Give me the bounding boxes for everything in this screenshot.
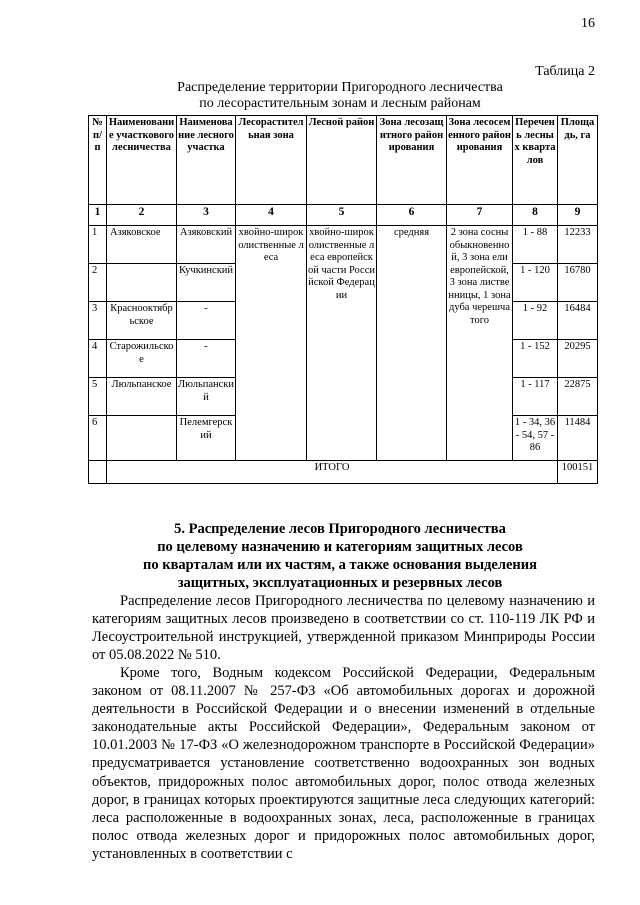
section-title-line: 5. Распределение лесов Пригородного лесничества	[174, 521, 506, 537]
table-row	[89, 226, 598, 264]
row-number: 5	[89, 378, 107, 416]
total-label: ИТОГО	[107, 461, 558, 484]
col-number: 7	[447, 205, 513, 226]
section-title-line: по целевому назначению и категориям защитных лесов	[157, 539, 523, 555]
header-cell: Наименование участкового лесничества	[107, 116, 177, 205]
forestry-name: Люльпанское	[107, 378, 177, 416]
forest-zones-table	[88, 115, 598, 484]
row-number: 3	[89, 302, 107, 340]
col-number: 6	[377, 205, 447, 226]
area-cell: 11484	[558, 416, 598, 461]
total-value: 100151	[558, 461, 598, 484]
section-title	[0, 520, 640, 592]
row-number: 2	[89, 264, 107, 302]
header-cell: Площадь, га	[558, 116, 598, 205]
plot-name: Кучкинский	[177, 264, 236, 302]
table-caption-line2: по лесорастительным зонам и лесным районам	[199, 96, 481, 111]
header-cell: Лесорастительная зона	[236, 116, 307, 205]
plot-name: Люльпанский	[177, 378, 236, 416]
veg-zone-cell: хвойно-широколиственные леса	[236, 226, 307, 461]
col-number: 1	[89, 205, 107, 226]
area-cell: 16780	[558, 264, 598, 302]
plot-name: Азяковский	[177, 226, 236, 264]
section-title-line: по кварталам или их частям, а также основания выделения	[143, 557, 537, 573]
forestry-name: Азяковское	[107, 226, 177, 264]
col-number: 2	[107, 205, 177, 226]
area-cell: 22875	[558, 378, 598, 416]
quarters-cell: 1 - 152	[513, 340, 558, 378]
quarters-cell: 1 - 92	[513, 302, 558, 340]
forest-region-cell: хвойно-широколиственные леса европейской части Российской Федерации	[307, 226, 377, 461]
area-cell: 12233	[558, 226, 598, 264]
row-number: 6	[89, 416, 107, 461]
header-cell: Лесной район	[307, 116, 377, 205]
row-number: 4	[89, 340, 107, 378]
protect-zone-cell: средняя	[377, 226, 447, 461]
table-header-row	[89, 116, 598, 205]
col-number: 4	[236, 205, 307, 226]
header-cell: Перечень лесных кварталов	[513, 116, 558, 205]
row-number: 1	[89, 226, 107, 264]
seed-zone-cell: 2 зона сосны обыкновенной, 3 зона ели европейской, 3 зона лиственницы, 1 зона дуба черешчатого	[447, 226, 513, 461]
section-title-line: защитных, эксплуатационных и резервных лесов	[177, 575, 503, 591]
total-blank-cell	[89, 461, 107, 484]
quarters-cell: 1 - 117	[513, 378, 558, 416]
col-number: 5	[307, 205, 377, 226]
quarters-cell: 1 - 34, 36 - 54, 57 - 86	[513, 416, 558, 461]
column-number-row	[89, 205, 598, 226]
col-number: 3	[177, 205, 236, 226]
forestry-name	[107, 416, 177, 461]
table-label: Таблица 2	[535, 64, 595, 79]
plot-name: -	[177, 302, 236, 340]
quarters-cell: 1 - 120	[513, 264, 558, 302]
forestry-name: Старожильское	[107, 340, 177, 378]
col-number: 8	[513, 205, 558, 226]
forestry-name	[107, 264, 177, 302]
quarters-cell: 1 - 88	[513, 226, 558, 264]
header-cell: № п/п	[89, 116, 107, 205]
area-cell: 16484	[558, 302, 598, 340]
plot-name: -	[177, 340, 236, 378]
paragraph-1: Распределение лесов Пригородного лесничества по целевому назначению и категориям защитных лесов произведено в соответствии со ст. 110-119 ЛК РФ и Лесоустроительной инструкцией, утвержденной приказом Минприроды России от 05.08.2022 № 510.	[92, 593, 595, 664]
total-row	[89, 461, 598, 484]
header-cell: Зона лесосеменного районирования	[447, 116, 513, 205]
plot-name: Пелемгерский	[177, 416, 236, 461]
area-cell: 20295	[558, 340, 598, 378]
header-cell: Зона лесозащитного районирования	[377, 116, 447, 205]
paragraph-2: Кроме того, Водным кодексом Российской Федерации, Федеральным законом от 08.11.2007 № 257-ФЗ «Об автомобильных дорогах и дорожной деятельности в Российской Федерации и о внесении изменений в отдельные законодательные акты Российской Федерации», Федеральным законом от 10.01.2003 № 17-ФЗ «О железнодорожном транспорте в Российской Федерации» предусматривается установление соответственно водоохранных зон водных объектов, придорожных полос автомобильных дорог, полос отвода железных дорог, в границах которых проектируются защитные леса следующих категорий: леса расположенные в водоохранных зонах, леса, расположенные в границах полос отвода железных дорог и придорожных полос автомобильных дорог, установленных в соответствии с	[92, 665, 595, 862]
col-number: 9	[558, 205, 598, 226]
forestry-name: Краснооктябрьское	[107, 302, 177, 340]
table-caption-line1: Распределение территории Пригородного лесничества	[177, 80, 503, 95]
page-number: 16	[581, 16, 595, 31]
header-cell: Наименование лесного участка	[177, 116, 236, 205]
